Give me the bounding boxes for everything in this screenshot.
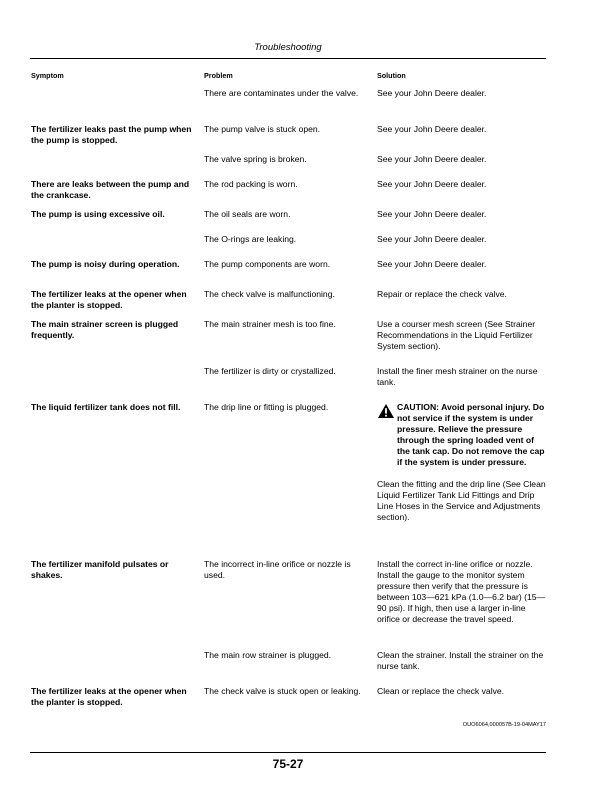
problem-cell: The check valve is malfunctioning. (204, 289, 335, 299)
solution-cell: See your John Deere dealer. (377, 88, 487, 98)
problem-cell: The rod packing is worn. (204, 179, 298, 189)
solution-cell: Install the finer mesh strainer on the nurse tank. (377, 366, 538, 387)
column-header-problem: Problem (204, 71, 233, 80)
problem-cell: The valve spring is broken. (204, 154, 307, 164)
symptom-cell: The pump is using excessive oil. (31, 209, 165, 219)
solution-text: Clean the fitting and the drip line (See Clean Liquid Fertilizer Tank Lid Fittings and Drip Line Hoses in the Service and Adjustments section). (377, 479, 546, 522)
caution-text: CAUTION: Avoid personal injury. Do not service if the system is under pressure. Relieve the pressure through the spring loaded vent of the tank cap. Do not remove the cap if the system is under pressure. (397, 402, 545, 467)
symptom-cell: The fertilizer manifold pulsates or shakes. (31, 559, 169, 580)
solution-cell: Repair or replace the check valve. (377, 289, 507, 299)
column-header-symptom: Symptom (31, 71, 64, 80)
problem-cell: The incorrect in-line orifice or nozzle is used. (204, 559, 351, 580)
solution-cell: Use a courser mesh screen (See Strainer Recommendations in the Liquid Fertilizer System section). (377, 319, 536, 351)
symptom-cell: The liquid fertilizer tank does not fill. (31, 402, 181, 412)
symptom-cell: The main strainer screen is plugged frequently. (31, 319, 179, 340)
page-number: 75-27 (272, 757, 304, 771)
symptom-cell: The pump is noisy during operation. (31, 259, 180, 269)
caution-notice (377, 402, 547, 468)
problem-cell: The O-rings are leaking. (204, 234, 297, 244)
problem-cell: The check valve is stuck open or leaking. (204, 686, 361, 696)
symptom-cell: The fertilizer leaks at the opener when the planter is stopped. (31, 686, 187, 707)
problem-cell: The oil seals are worn. (204, 209, 291, 219)
symptom-cell: The fertilizer leaks past the pump when the pump is stopped. (31, 124, 192, 145)
document-reference-id: OUO6064,000057B-19-04MAY17 (462, 722, 546, 728)
solution-cell: See your John Deere dealer. (377, 179, 487, 189)
solution-cell: Install the correct in-line orifice or nozzle. Install the gauge to the monitor system pressure then verify that the pressure is between 103—621 kPa (1.0—6.2 bar) (15—90 psi). If high, then use a larger in-line orifice or decrease the travel speed. (377, 559, 546, 624)
problem-cell: There are contaminates under the valve. (204, 88, 359, 98)
page-header-title: Troubleshooting (254, 42, 322, 53)
problem-cell: The main row strainer is plugged. (204, 650, 332, 660)
footer-rule (30, 752, 546, 753)
solution-cell: Clean or replace the check valve. (377, 686, 505, 696)
symptom-cell: The fertilizer leaks at the opener when the planter is stopped. (31, 289, 187, 310)
problem-cell: The main strainer mesh is too fine. (204, 319, 336, 329)
solution-cell: See your John Deere dealer. (377, 209, 487, 219)
solution-cell: See your John Deere dealer. (377, 234, 487, 244)
problem-cell: The drip line or fitting is plugged. (204, 402, 329, 412)
solution-cell: See your John Deere dealer. (377, 154, 487, 164)
solution-cell: See your John Deere dealer. (377, 259, 487, 269)
solution-cell (377, 402, 547, 523)
column-header-solution: Solution (377, 71, 406, 80)
header-rule (30, 58, 546, 59)
solution-cell: Clean the strainer. Install the strainer on the nurse tank. (377, 650, 544, 671)
problem-cell: The pump components are worn. (204, 259, 331, 269)
problem-cell: The fertilizer is dirty or crystallized. (204, 366, 336, 376)
problem-cell: The pump valve is stuck open. (204, 124, 321, 134)
symptom-cell: There are leaks between the pump and the crankcase. (31, 179, 190, 200)
warning-triangle-icon (378, 404, 394, 418)
solution-cell: See your John Deere dealer. (377, 124, 487, 134)
